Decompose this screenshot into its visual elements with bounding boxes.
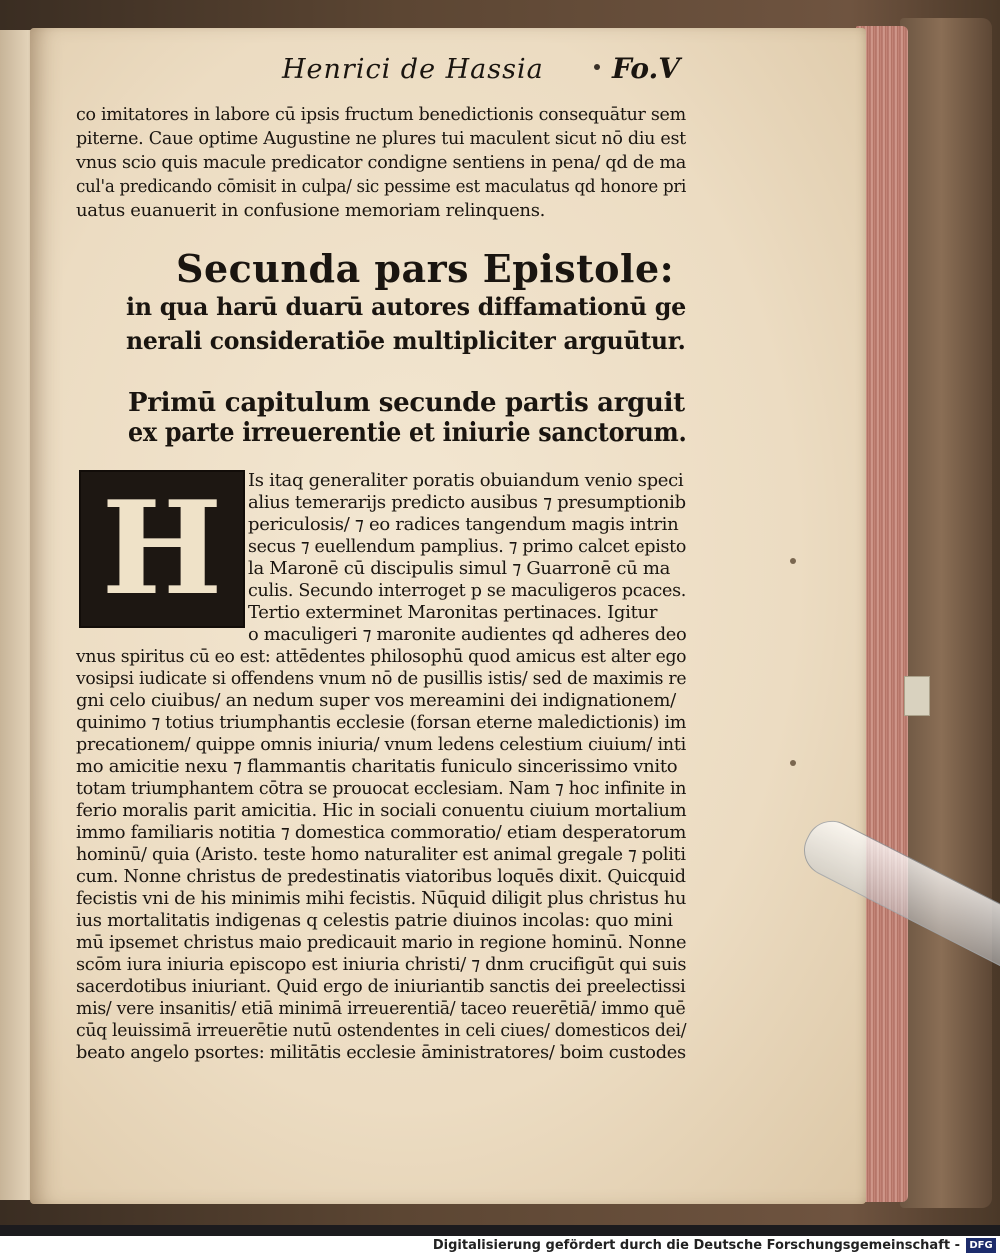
decorated-initial — [79, 470, 245, 628]
chapter-heading-line: Primū capitulum secunde partis arguit — [128, 388, 685, 418]
text-line: mū ipsemet christus maio predicauit mario in regione hominū. Nonne — [76, 932, 687, 953]
paper-spot — [790, 760, 796, 766]
text-line: ferio moralis parit amicitia. Hic in sociali conuentu ciuium mortalium — [76, 800, 687, 821]
text-line: mo amicitie nexu ⁊ flammantis charitatis funiculo sincerissimo vnito — [76, 756, 678, 777]
paper-spot — [790, 558, 796, 564]
cover-board — [900, 18, 992, 1208]
text-line: quinimo ⁊ totius triumphantis ecclesie (forsan eterne maledictionis) im — [76, 712, 687, 733]
text-line: periculosis/ ⁊ eo radices tangendum magis intrin — [248, 514, 679, 535]
text-line: hominū/ quia (Aristo. teste homo naturaliter est animal gregale ⁊ politi — [76, 844, 686, 865]
text-line: scōm iura iniuria episcopo est iniuria christi/ ⁊ dnm crucifigūt qui suis — [76, 954, 687, 975]
paper-tab — [904, 676, 930, 716]
text-line: la Maronē cū discipulis simul ⁊ Guarronē cū ma — [248, 558, 671, 579]
text-line: culis. Secundo interroget p se maculigeros pcaces. — [248, 580, 687, 601]
text-line: precationem/ quippe omnis iniuria/ vnum ledens celestium ciuium/ inti — [76, 734, 686, 755]
text-line: mis/ vere insanitis/ etiā minimā irreuerentiā/ taceo reuerētiā/ immo quē — [76, 998, 686, 1019]
initial-letter: H — [101, 474, 223, 624]
text-line: cul'a predicando cōmisit in culpa/ sic pessime est maculatus qd honore pri — [76, 176, 687, 197]
chapter-heading-line: ex parte irreuerentie et iniurie sanctorum. — [128, 418, 687, 448]
folio-number: Fo.V — [612, 52, 681, 85]
text-line: o maculigeri ⁊ maronite audientes qd adheres deo — [248, 624, 687, 645]
text-line: beato angelo psortes: militātis ecclesie āministratores/ boim custodes — [76, 1042, 686, 1063]
text-line: gni celo ciuibus/ an nedum super vos mereamini dei indignationem/ — [76, 690, 676, 711]
text-line: piterne. Caue optime Augustine ne plures tui maculent sicut nō diu est — [76, 128, 686, 149]
section-title: Secunda pars Epistole: — [176, 246, 675, 291]
text-line: vnus spiritus cū eo est: attēdentes philosophū quod amicus est alter ego — [76, 646, 687, 667]
section-subtitle-line: nerali consideratiōe multipliciter arguūtur. — [126, 326, 686, 355]
text-line: cum. Nonne christus de predestinatis viatoribus loquēs dixit. Quicquid — [76, 866, 686, 887]
text-line: cūq leuissimā irreuerētie nutū ostendentes in celi ciues/ domesticos dei/ — [76, 1020, 687, 1041]
section-subtitle-line: in qua harū duarū autores diffamationū ge — [126, 292, 686, 321]
ink-dot — [594, 64, 600, 70]
text-line: totam triumphantem cōtra se prouocat ecclesiam. Nam ⁊ hoc infinite in — [76, 778, 687, 799]
text-line: vosipsi iudicate si offendens vnum nō de pusillis istis/ sed de maximis re — [76, 668, 687, 689]
running-head: Henrici de Hassia — [282, 54, 544, 85]
text-line: secus ⁊ euellendum pamplius. ⁊ primo calcet episto — [248, 536, 687, 557]
text-line: fecistis vni de his minimis mihi fecistis. Nūquid diligit plus christus hu — [76, 888, 687, 909]
text-line: ius mortalitatis indigenas q celestis patrie diuinos incolas: quo mini — [76, 910, 673, 931]
text-line: sacerdotibus iniuriant. Quid ergo de iniuriantib sanctis dei preelectissi — [76, 976, 686, 997]
text-line: uatus euanuerit in confusione memoriam relinquens. — [76, 200, 546, 221]
text-line: alius temerarijs predicto ausibus ⁊ presumptionib — [248, 492, 686, 513]
text-line: Is itaq generaliter poratis obuiandum venio speci — [248, 470, 684, 491]
text-line: immo familiaris notitia ⁊ domestica commoratio/ etiam desperatorum — [76, 822, 687, 843]
text-line: vnus scio quis macule predicator condigne sentiens in pena/ qd de ma — [76, 152, 687, 173]
funding-notice: Digitalisierung gefördert durch die Deutsche Forschungsgemeinschaft - — [432, 1238, 960, 1253]
dfg-logo: DFG — [966, 1238, 996, 1253]
text-line: Tertio exterminet Maronitas pertinaces. Igitur — [248, 602, 658, 623]
text-line: co imitatores in labore cū ipsis fructum benedictionis consequātur sem — [76, 104, 686, 125]
